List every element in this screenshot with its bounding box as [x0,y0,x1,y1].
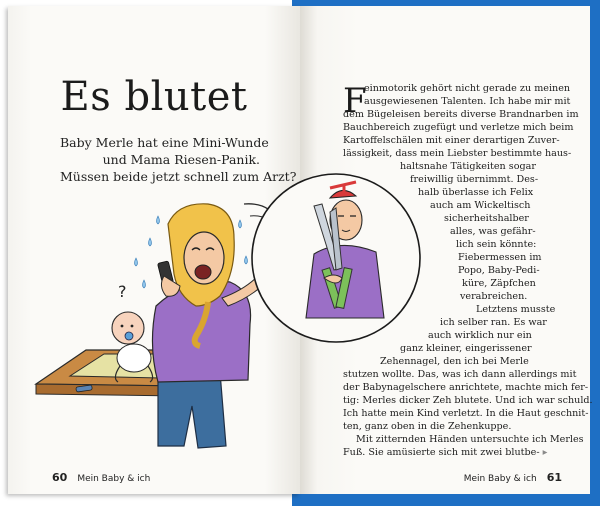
page-title: Es blutet [60,74,248,120]
text-line: stutzen wollte. Das, was ich dann allerdings mit [343,369,577,380]
text-line: Letztens musste [476,304,556,315]
text-line: einmotorik gehört nicht gerade zu meinen [364,83,571,94]
text-line: haltsnahe Tätigkeiten sogar [400,161,536,172]
question-mark: ? [118,282,127,301]
text-line: alles, was gefähr- [450,226,536,237]
baby-body [117,344,151,372]
text-line: ausgewiesenen Talenten. Ich habe mir mit [364,96,571,107]
text-line: ten, ganz oben in die Zehenkuppe. [343,421,512,432]
text-line: küre, Zäpfchen [462,278,536,289]
right-page [300,6,593,494]
text-line: Ich hatte mein Kind verletzt. In die Haut geschnit- [343,408,589,419]
text-line: verabreichen. [460,291,528,302]
text-line: Mit zitternden Händen untersuchte ich Merles [356,434,584,445]
text-line: Fiebermessen im [458,252,542,263]
drop-cap: F [343,81,367,121]
text-line: der Babynagelschere anrichtete, machte mich fer- [343,382,589,393]
mom-jeans [158,372,226,448]
baby-eye [121,325,124,328]
open-book [8,6,593,494]
text-line [343,446,547,459]
left-footer [52,471,150,484]
continue-arrow-icon: ▸ [542,447,548,458]
right-footer [464,471,562,484]
text-line: auch am Wickeltisch [430,200,531,211]
text-line: Zehennagel, den ich bei Merle [380,356,529,367]
page-number-right: 61 [546,471,562,484]
text-line: ganz kleiner, eingerissener [400,343,532,354]
footer-label-left: Mein Baby & ich [77,474,151,484]
text-line-content: Fuß. Sie amüsierte sich mit zwei blutbe- [343,447,540,458]
text-line: Popo, Baby-Pedi- [458,265,540,276]
text-line: sicherheitshalber [444,213,529,224]
text-line: freiwillig übernimmt. Des- [410,174,539,185]
text-line: lich sein könnte: [456,239,537,250]
text-line: Bauchbereich zugefügt und verletze mich beim [343,122,574,133]
baby-pacifier [125,332,133,340]
baby-eye [131,325,134,328]
subtitle-line: Baby Merle hat eine Mini-Wunde [60,135,269,150]
article-text [300,6,593,494]
text-line: lässigkeit, dass mein Liebster bestimmte haus- [343,148,572,159]
text-line: auch wirklich nur ein [428,330,532,341]
footer-label-right: Mein Baby & ich [463,474,537,484]
page-number-left: 60 [52,471,68,484]
text-line: ich selber ran. Es war [440,317,547,328]
text-line: halb überlasse ich Felix [418,187,534,198]
text-line: dem Bügeleisen bereits diverse Brandnarben im [343,109,579,120]
text-line: Kartoffelschälen mit einer derartigen Zuver- [343,135,560,146]
text-line: tig: Merles dicker Zeh blutete. Und ich war schuld. [343,395,593,406]
subtitle-line: Müssen beide jetzt schnell zum Arzt? [60,169,297,184]
crying-mouth [195,265,211,279]
subtitle-line: und Mama Riesen-Panik. [102,152,260,167]
